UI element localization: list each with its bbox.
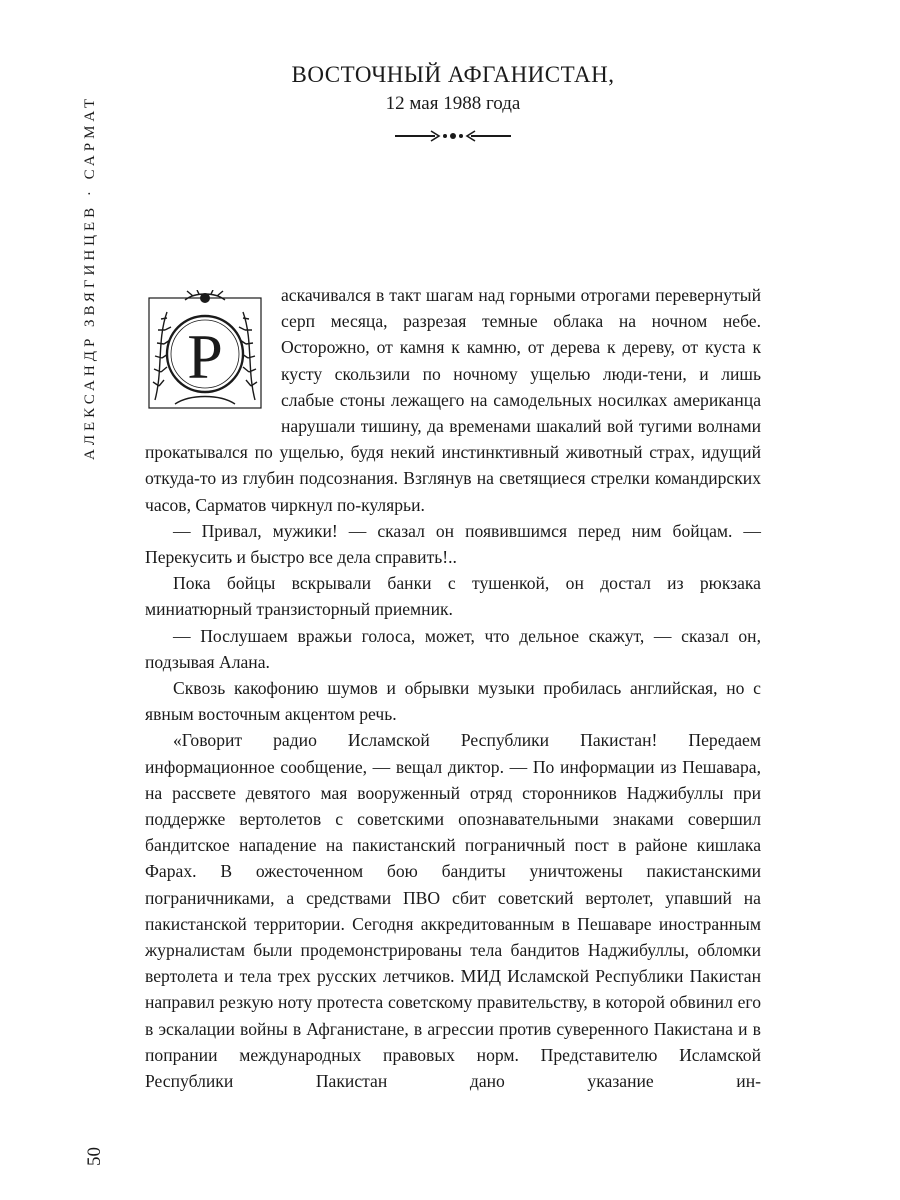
paragraph: Пока бойцы вскрывали банки с тушенкой, он достал из рюкзака миниатюрный транзисторный приемник. — [145, 573, 761, 620]
paragraph: — Привал, мужики! — сказал он появившимся перед ним бойцам. — Перекусить и быстро все дела справить!.. — [145, 520, 761, 568]
ornament-divider-icon — [393, 128, 513, 144]
chapter-date: 12 мая 1988 года — [385, 93, 521, 114]
body-text — [145, 282, 761, 1094]
paragraph: — Послушаем вражьи голоса, может, что дельное скажут, — сказал он, подзывая Алана. — [145, 625, 761, 672]
page-number — [82, 1128, 112, 1168]
dropcap-ornament — [145, 290, 265, 412]
chapter-heading — [145, 60, 761, 144]
chapter-title: ВОСТОЧНЫЙ АФГАНИСТАН, — [291, 62, 615, 87]
paragraph: Сквозь какофонию шумов и обрывки музыки пробилась английская, но с явным восточным акцентом речь. — [145, 678, 761, 725]
page-number-text: 50 — [84, 1147, 105, 1166]
paragraph: «Говорит радио Исламской Республики Пакистан! Передаем информационное сообщение, — вещал диктор. — По информации из Пешавара, на рассвете девятого мая вооруженный отряд сторонников Наджибуллы при поддержке вертолетов с советскими опознавательными знаками совершил бандитское нападение на пакистанский пограничный пост в районе кишлака Фарах. В ожесточенном бою бандиты уничтожены пакистанскими пограничниками, а средствами ПВО сбит советский вертолет, упавший на пакистанской территории. Сегодня аккредитованным в Пешаваре иностранным журналистам были продемонстрированы тела бандитов Наджибуллы, обломки вертолета и тела трех русских летчиков. МИД Исламской Республики Пакистан направил резкую ноту протеста советскому правительству, в которой обвинил его в эскалации войны в Афганистане, в агрессии против суверенного Пакистана и в попрании международных правовых норм. Представителю Исламской Республики Пакистан дано указание ин- — [145, 730, 761, 1092]
running-head-text: АЛЕКСАНДР ЗВЯГИНЦЕВ · САРМАТ — [82, 94, 98, 460]
dropcap-letter: Р — [187, 321, 223, 392]
paragraph: аскачивался в такт шагам над горными отрогами перевернутый серп месяца, разрезая темные облака на ночном небе. Осторожно, от камня к камню, от дерева к дереву, от куста к кусту скользили по ночному ущелью люди-тени, и лишь слабые стоны лежащего на самодельных носилках американца нарушали тишину, да временами шакалий вой тугими волнами прокатывался по ущелью, будя некий инстинктивный животный страх, идущий откуда-то из глубин подсознания. Взглянув на светящиеся стрелки командирских часов, Сарматов чиркнул по-кулярьи. — [145, 285, 761, 515]
running-head — [82, 40, 112, 460]
